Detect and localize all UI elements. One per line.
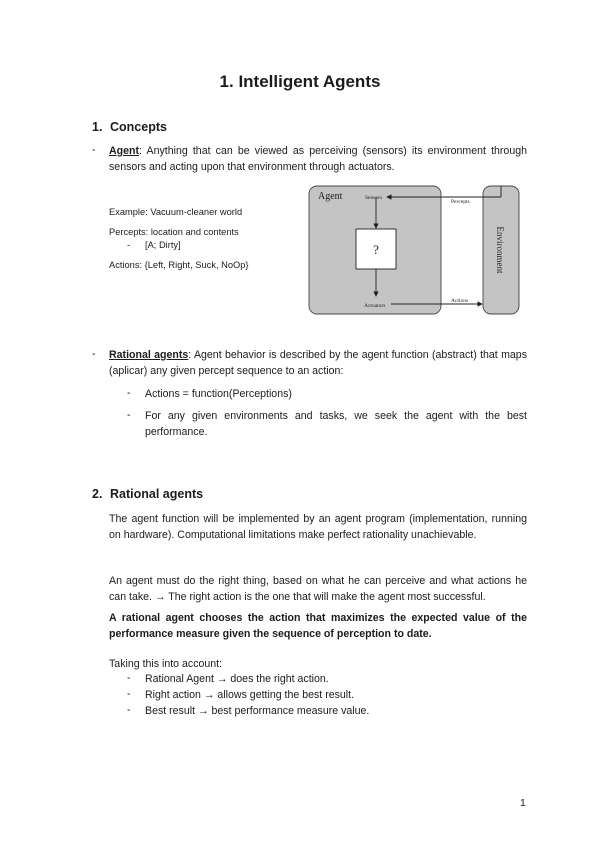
section-2-number: 2. [92,487,103,501]
section-2-list-item: Rational Agent → does the right action. [145,673,329,685]
section-2-list-item: Right action → allows getting the best result. [145,689,355,701]
section-2-list-item: Best result → best performance measure value. [145,705,370,717]
diagram-environment-label: Environment [495,226,505,274]
bullet-dash: - [92,144,96,156]
section-2-paragraph-1: The agent function will be implemented by an agent program (implementation, running on hardware). Computational limitations make perfect rationality unachievable. [109,513,527,541]
section-1-title: Concepts [110,120,167,134]
agent-term: Agent [109,145,140,157]
bullet-dash: - [127,688,131,700]
diagram-agent-label: Agent [318,191,343,202]
section-2-title: Rational agents [110,487,204,501]
agent-definition [109,143,527,175]
rational-item: Actions = function(Perceptions) [145,388,292,400]
example-text: Example: Vacuum-cleaner world [109,207,243,217]
bullet-dash: - [127,240,131,250]
section-2-heading [92,487,203,501]
section-1-number: 1. [92,120,103,134]
bullet-dash: - [92,348,96,360]
taking-into-account: Taking this into account: [109,658,223,670]
bullet-dash: - [127,409,131,421]
rational-item: For any given environments and tasks, we seek the agent with the best performance. [145,410,527,438]
diagram-percepts-label: Percepts [451,199,470,205]
page-title: 1. Intelligent Agents [219,72,381,91]
bullet-dash: - [127,672,131,684]
diagram-actuators-label: Actuators [364,303,386,309]
section-2-paragraph-3: A rational agent chooses the action that maximizes the expected value of the performance measure given the sequence of perception to date. [109,612,527,640]
rational-def-text: : Agent behavior is described by the agent function (abstract) that maps (aplicar) any given percept sequence to an action: [109,349,527,377]
diagram-question-mark: ? [373,242,379,257]
page-number: 1 [520,797,526,809]
bullet-dash: - [127,387,131,399]
percept-item: [A; Dirty] [145,240,181,250]
diagram-actions-label: Actions [451,298,469,304]
rational-definition [109,347,527,379]
diagram-sensors-label: Sensors [365,195,383,201]
section-2-paragraph-2: An agent must do the right thing, based on what he can perceive and what actions he can take. → The right action is the one that will make the agent most successful. [109,575,527,603]
percepts-text: Percepts: location and contents [109,227,239,237]
agent-def-text: : Anything that can be viewed as perceiving (sensors) its environment through sensors and acting upon that environment through actuators. [109,145,527,173]
rational-term: Rational agents [109,349,189,361]
bullet-dash: - [127,704,131,716]
agent-environment-diagram [305,183,527,316]
section-1-heading [92,120,167,134]
actions-text: Actions: {Left, Right, Suck, NoOp} [109,260,249,270]
